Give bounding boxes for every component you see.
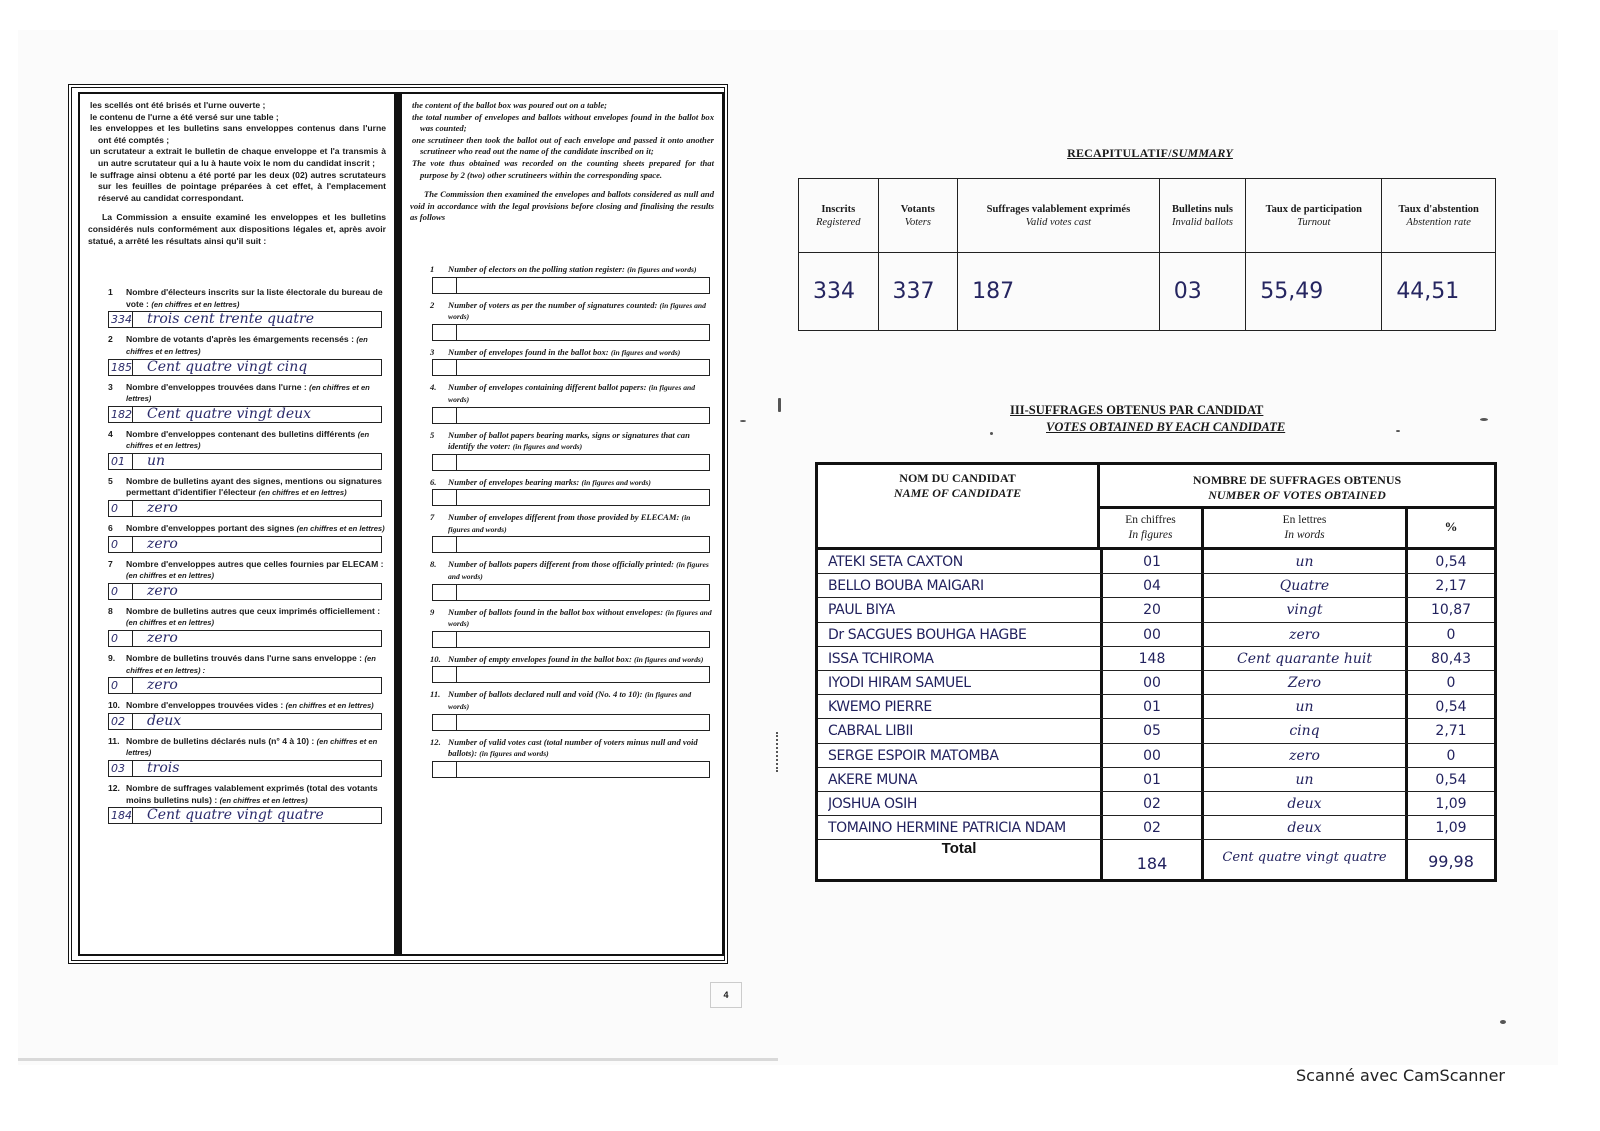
votes-percent: 10,87 xyxy=(1430,602,1472,619)
answer-field[interactable] xyxy=(108,500,382,517)
answer-words[interactable]: zero xyxy=(147,631,178,647)
item-question xyxy=(88,606,386,629)
votes-figure: 02 xyxy=(1100,792,1204,815)
votes-words: Cent quarante huit xyxy=(1204,647,1408,670)
form-item xyxy=(410,559,714,600)
votes-figure: 01 xyxy=(1100,695,1204,718)
item-label: Number of ballots papers different from those officially printed: (in figures and words) xyxy=(448,559,709,582)
answer-figure[interactable] xyxy=(433,360,457,375)
item-label: Number of valid votes cast (total number of voters minus null and void ballots): (in figures and words) xyxy=(448,736,698,759)
procedure-item: les enveloppes et les bulletins sans enveloppes contenus dans l'urne ont été comptés ; xyxy=(90,123,386,145)
answer-figure[interactable] xyxy=(433,325,457,340)
col-turnout: Taux de participation Turnout xyxy=(1246,179,1382,253)
procedure-item: the total number of envelopes and ballots without envelopes found in the ballot box was counted; xyxy=(412,111,714,134)
answer-field[interactable] xyxy=(108,630,382,647)
col-valid-votes: Suffrages valablement exprimés Valid votes cast xyxy=(958,179,1160,253)
votes-words: Zero xyxy=(1204,671,1408,694)
item-label: Number of envelopes bearing marks: (in figures and words) xyxy=(448,476,651,487)
answer-words[interactable]: trois xyxy=(147,761,180,776)
item-question xyxy=(410,689,714,712)
item-number: 7 xyxy=(108,558,113,569)
item-question xyxy=(410,264,714,276)
votes-figure: 148 xyxy=(1100,647,1204,670)
answer-words[interactable]: deux xyxy=(147,713,182,729)
item-number: 10. xyxy=(430,653,441,664)
candidate-name: BELLO BOUBA MAIGARI xyxy=(828,578,984,595)
candidate-name: SERGE ESPOIR MATOMBA xyxy=(828,747,999,764)
item-label: Number of empty envelopes found in the ballot box: (in figures and words) xyxy=(448,653,704,664)
answer-words[interactable] xyxy=(457,715,709,730)
candidate-row xyxy=(818,695,1494,719)
form-item xyxy=(88,523,386,553)
page-edge xyxy=(18,1058,778,1061)
candidate-name: TOMAINO HERMINE PATRICIA NDAM xyxy=(828,820,1066,837)
item-label: Nombre de bulletins trouvés dans l'urne sans enveloppe : (en chiffres et en lettres) : xyxy=(126,653,376,675)
item-number: 9 xyxy=(430,606,435,617)
item-number: 6 xyxy=(108,523,113,534)
votes-figure: 00 xyxy=(1100,623,1204,646)
answer-field[interactable] xyxy=(432,584,710,601)
form-item xyxy=(410,382,714,423)
item-question xyxy=(88,523,386,535)
answer-field[interactable] xyxy=(108,583,382,600)
form-item xyxy=(88,429,386,470)
votes-percent: 2,71 xyxy=(1435,723,1467,740)
form-item xyxy=(410,430,714,471)
procedure-item: le suffrage ainsi obtenu a été porté par les deux (02) autres scrutateurs sur les feuilles de pointage préparées à cet effet, à l'emplacement réservé au candidat correspondant. xyxy=(90,169,386,203)
english-procedure-list xyxy=(410,100,714,181)
sub-fig-en: In figures xyxy=(1128,529,1173,541)
answer-words[interactable] xyxy=(457,667,709,682)
procedure-item: un scrutateur a extrait le bulletin de chaque enveloppe et l'a transmis à un autre scrutateur qui a lu à haute voix le nom du candidat inscrit ; xyxy=(90,146,386,168)
candidate-row xyxy=(818,768,1494,792)
item-label: Number of ballots found in the ballot box without envelopes: (in figures and words) xyxy=(448,606,712,629)
sub-fig-fr: En chiffres xyxy=(1125,514,1176,526)
votes-words: zero xyxy=(1204,744,1408,767)
votes-figure: 00 xyxy=(1100,671,1204,694)
summary-title-sep: / xyxy=(1168,146,1172,160)
voters-value: 337 xyxy=(878,253,958,331)
answer-words[interactable] xyxy=(457,360,709,375)
votes-words: Quatre xyxy=(1204,574,1408,597)
answer-field[interactable] xyxy=(432,631,710,648)
summary-title-en: SUMMARY xyxy=(1171,146,1233,160)
item-number: 6. xyxy=(430,476,437,487)
scan-noise xyxy=(990,432,993,435)
candidate-row xyxy=(818,816,1494,840)
counting-report-form xyxy=(68,84,728,964)
item-question xyxy=(88,334,386,357)
votes-words: zero xyxy=(1204,623,1408,646)
candidate-rows xyxy=(818,550,1494,880)
item-label: Nombre d'enveloppes portant des signes (en chiffres et en lettres) xyxy=(126,523,385,534)
form-item xyxy=(410,512,714,553)
sub-words-fr: En lettres xyxy=(1282,514,1327,526)
form-item xyxy=(410,607,714,648)
camscanner-watermark: Scanné avec CamScanner xyxy=(1296,1066,1505,1085)
votes-percent: 0,54 xyxy=(1435,699,1467,716)
votes-figure: 04 xyxy=(1100,574,1204,597)
form-item xyxy=(410,477,714,507)
form-item xyxy=(410,689,714,730)
header-name-en: NAME OF CANDIDATE xyxy=(893,486,1022,500)
answer-field[interactable] xyxy=(432,489,710,506)
french-intro: La Commission a ensuite examiné les enveloppes et les bulletins considérés nuls conformément aux dispositions légales et, après avoir statué, a arrêté les résultats ainsi qu'il suit : xyxy=(88,212,386,246)
item-question xyxy=(410,654,714,666)
valid-votes-value: 187 xyxy=(958,253,1160,331)
candidate-name: ATEKI SETA CAXTON xyxy=(828,554,963,570)
item-question xyxy=(410,512,714,535)
candidate-row xyxy=(818,623,1494,647)
answer-figure[interactable] xyxy=(433,667,457,682)
votes-percent: 0,54 xyxy=(1435,554,1467,570)
item-label: Nombre d'enveloppes contenant des bulletins différents (en chiffres et en lettres) xyxy=(126,428,370,451)
form-item xyxy=(88,287,386,328)
answer-words[interactable]: zero xyxy=(147,583,178,599)
candidate-name: CABRAL LIBII xyxy=(828,723,913,740)
item-label: Nombre de bulletins autres que ceux imprimés officiellement : (en chiffres et en lettres) xyxy=(126,605,381,628)
answer-field[interactable] xyxy=(432,666,710,683)
answer-words[interactable]: zero xyxy=(147,678,178,694)
item-number: 3 xyxy=(108,381,113,392)
item-question xyxy=(410,300,714,323)
votes-percent: 80,43 xyxy=(1430,650,1472,667)
scan-noise xyxy=(778,398,781,412)
item-number: 5 xyxy=(430,429,435,440)
votes-figure: 20 xyxy=(1100,598,1204,621)
answer-figure[interactable] xyxy=(433,715,457,730)
total-label: Total xyxy=(941,840,977,858)
answer-field[interactable] xyxy=(108,713,382,730)
form-item xyxy=(88,700,386,730)
item-number: 4. xyxy=(430,382,437,393)
item-label: Number of ballots declared null and void (No. 4 to 10): (in figures and words) xyxy=(448,689,692,712)
form-item xyxy=(410,654,714,684)
candidate-name: ISSA TCHIROMA xyxy=(828,650,934,667)
item-label: Number of ballot papers bearing marks, signs or signatures that can identify the voter: (in figures and words) xyxy=(448,429,690,452)
answer-words[interactable]: un xyxy=(147,453,166,469)
candidate-name: KWEMO PIERRE xyxy=(828,699,932,716)
summary-title xyxy=(1040,146,1260,161)
item-label: Nombre de bulletins ayant des signes, mentions ou signatures permettant d'identifier l'électeur (en chiffres et en lettres) xyxy=(126,475,382,498)
answer-figure[interactable]: 185 xyxy=(111,360,132,374)
item-label: Nombre d'enveloppes trouvées dans l'urne : (en chiffres et en lettres) xyxy=(126,381,370,404)
candidate-name: PAUL BIYA xyxy=(828,602,895,619)
invalid-ballots-value: 03 xyxy=(1159,253,1246,331)
french-procedure-list xyxy=(88,100,386,204)
votes-percent: 1,09 xyxy=(1435,820,1467,837)
answer-figure[interactable] xyxy=(433,278,457,293)
col-abstention: Taux d'abstention Abstention rate xyxy=(1382,179,1496,253)
form-item xyxy=(88,653,386,694)
answer-field[interactable] xyxy=(108,536,382,553)
total-row xyxy=(818,840,1494,880)
candidate-row xyxy=(818,550,1494,574)
answer-words[interactable]: trois cent trente quatre xyxy=(147,312,314,328)
header-votes-fr: NOMBRE DE SUFFRAGES OBTENUS xyxy=(1192,473,1402,487)
summary-title-fr: RECAPITULATIF xyxy=(1067,146,1169,160)
procedure-item: the content of the ballot box was poured out on a table; xyxy=(412,100,608,110)
form-item xyxy=(410,300,714,341)
answer-figure[interactable]: 0 xyxy=(109,537,133,552)
item-question xyxy=(410,347,714,359)
page-number: 4 xyxy=(710,982,742,1008)
item-number: 11. xyxy=(108,735,120,746)
answer-field[interactable] xyxy=(108,677,382,694)
item-label: Number of envelopes different from those provided by ELECAM: (in figures and words) xyxy=(448,512,691,534)
votes-words: un xyxy=(1204,550,1408,573)
item-question xyxy=(410,737,714,760)
candidate-row xyxy=(818,792,1494,816)
item-question xyxy=(88,653,386,676)
english-intro: The Commission then examined the envelopes and ballots considered as null and void in accordance with the legal provisions before closing and finalising the results as follows xyxy=(410,189,714,223)
answer-figure[interactable]: 0 xyxy=(109,631,133,646)
candidate-row xyxy=(818,574,1494,598)
answer-figure[interactable]: 184 xyxy=(111,809,132,823)
answer-field[interactable] xyxy=(432,277,710,294)
votes-words: un xyxy=(1204,768,1408,791)
votes-percent: 0 xyxy=(1446,747,1456,764)
form-item xyxy=(88,476,386,517)
procedure-item: one scrutineer then took the ballot out of each envelope and passed it onto another scrutineer who read out the name of the candidate inscribed on it; xyxy=(412,134,714,157)
item-number: 2 xyxy=(108,334,113,345)
candidate-row xyxy=(818,598,1494,622)
votes-words: vingt xyxy=(1204,598,1408,621)
form-item xyxy=(410,347,714,377)
item-question xyxy=(410,430,714,453)
candidate-row xyxy=(818,647,1494,671)
form-item xyxy=(88,736,386,777)
votes-words: cinq xyxy=(1204,719,1408,742)
answer-figure[interactable]: 0 xyxy=(109,678,133,693)
answer-figure[interactable]: 0 xyxy=(109,584,133,599)
answer-figure[interactable]: 01 xyxy=(109,454,133,469)
answer-words[interactable]: Cent quatre vingt cinq xyxy=(147,359,308,375)
item-label: Nombre d'électeurs inscrits sur la liste électorale du bureau de vote : (en chiffres et en lettres) xyxy=(126,287,383,309)
item-question xyxy=(88,287,386,310)
item-question xyxy=(88,382,386,405)
item-question xyxy=(88,559,386,582)
answer-field[interactable] xyxy=(432,324,710,341)
form-item xyxy=(410,737,714,778)
item-number: 1 xyxy=(430,263,435,274)
answer-figure[interactable]: 03 xyxy=(109,761,133,776)
votes-words: deux xyxy=(1204,792,1408,815)
item-question xyxy=(410,607,714,630)
votes-words: deux xyxy=(1204,816,1408,839)
item-question xyxy=(410,382,714,405)
total-words: Cent quatre vingt quatre xyxy=(1204,840,1408,880)
answer-figure[interactable] xyxy=(433,762,457,777)
item-label: Nombre de votants d'après les émargements recensés : (en chiffres et en lettres) xyxy=(126,334,368,356)
candidate-name: IYODI HIRAM SAMUEL xyxy=(828,674,971,691)
answer-field[interactable] xyxy=(432,714,710,731)
item-number: 4 xyxy=(108,428,113,439)
col-registered: Inscrits Registered xyxy=(799,179,879,253)
candidate-name: AKERE MUNA xyxy=(828,771,918,788)
form-item xyxy=(410,264,714,294)
candidates-title xyxy=(1010,402,1330,436)
item-question xyxy=(88,783,386,806)
item-number: 12. xyxy=(430,736,441,747)
form-item xyxy=(88,382,386,423)
answer-figure[interactable]: 02 xyxy=(109,714,133,729)
header-candidate-name xyxy=(818,465,1100,547)
votes-figure: 00 xyxy=(1100,744,1204,767)
summary-table xyxy=(798,178,1496,331)
votes-percent: 0,54 xyxy=(1435,771,1467,788)
header-votes-en: NUMBER OF VOTES OBTAINED xyxy=(1208,488,1386,502)
item-question xyxy=(88,476,386,499)
total-percent: 99,98 xyxy=(1428,852,1474,872)
scan-noise xyxy=(1500,1020,1506,1024)
answer-field[interactable] xyxy=(108,311,382,328)
votes-percent: 0 xyxy=(1446,626,1456,643)
procedure-item: The vote thus obtained was recorded on the counting sheets prepared for that purpose by 2 (two) other scrutineers within the corresponding space. xyxy=(412,157,714,180)
answer-words[interactable] xyxy=(457,632,709,647)
item-number: 7 xyxy=(430,512,435,523)
answer-figure[interactable]: 0 xyxy=(109,501,133,516)
item-question xyxy=(410,477,714,489)
votes-figure: 05 xyxy=(1100,719,1204,742)
answer-figure[interactable] xyxy=(433,455,457,470)
fold-mark xyxy=(776,732,779,772)
item-question xyxy=(88,429,386,452)
registered-value: 334 xyxy=(799,253,879,331)
item-label: Number of voters as per the number of signatures counted: (in figures and words) xyxy=(448,299,706,322)
header-name-fr: NOM DU CANDIDAT xyxy=(899,471,1016,485)
answer-words[interactable]: Cent quatre vingt quatre xyxy=(147,808,324,824)
item-number: 8. xyxy=(430,559,437,570)
votes-percent: 2,17 xyxy=(1435,578,1467,595)
item-label: Number of envelopes found in the ballot box: (in figures and words) xyxy=(448,346,681,357)
french-items xyxy=(88,287,386,824)
item-label: Number of electors on the polling station register: (in figures and words) xyxy=(448,263,697,274)
total-figure: 184 xyxy=(1100,840,1204,880)
item-label: Nombre d'enveloppes autres que celles fournies par ELECAM : (en chiffres et en lettres) xyxy=(126,558,384,581)
item-number: 5 xyxy=(108,475,113,486)
item-number: 3 xyxy=(430,346,435,357)
answer-words[interactable] xyxy=(457,325,709,340)
item-question xyxy=(88,700,386,712)
answer-field[interactable] xyxy=(108,406,382,423)
answer-field[interactable] xyxy=(432,761,710,778)
french-column xyxy=(78,92,396,956)
answer-figure[interactable] xyxy=(433,585,457,600)
candidates-title-en: VOTES OBTAINED BY EACH CANDIDATE xyxy=(1046,420,1286,434)
col-voters: Votants Voters xyxy=(878,179,958,253)
answer-figure[interactable]: 182 xyxy=(111,407,132,421)
answer-words[interactable] xyxy=(457,762,709,777)
header-in-figures xyxy=(1100,509,1204,547)
form-item xyxy=(88,334,386,375)
answer-field[interactable] xyxy=(432,454,710,471)
item-number: 1 xyxy=(108,287,113,298)
votes-percent: 1,09 xyxy=(1435,795,1467,812)
item-number: 9. xyxy=(108,653,116,664)
answer-figure[interactable] xyxy=(433,537,457,552)
col-invalid-ballots: Bulletins nuls Invalid ballots xyxy=(1159,179,1246,253)
form-item xyxy=(88,559,386,600)
answer-words[interactable] xyxy=(457,537,709,552)
answer-field[interactable] xyxy=(108,359,382,376)
answer-field[interactable] xyxy=(432,359,710,376)
votes-percent: 0 xyxy=(1446,674,1456,691)
english-items xyxy=(410,264,714,778)
candidate-row xyxy=(818,719,1494,743)
candidate-row xyxy=(818,744,1494,768)
item-number: 11. xyxy=(430,689,441,700)
answer-field[interactable] xyxy=(108,807,382,824)
answer-figure[interactable] xyxy=(433,490,457,505)
answer-words[interactable] xyxy=(457,408,709,423)
header-votes-obtained xyxy=(1100,465,1494,509)
item-label: Nombre de bulletins déclarés nuls (n° 4 à 10) : (en chiffres et en lettres) xyxy=(126,735,378,758)
answer-figure[interactable] xyxy=(433,408,457,423)
header-in-words xyxy=(1204,509,1408,547)
candidates-title-fr: III-SUFFRAGES OBTENUS PAR CANDIDAT xyxy=(1010,403,1264,417)
english-column xyxy=(400,92,724,956)
answer-figure[interactable]: 334 xyxy=(111,313,132,327)
form-item xyxy=(88,783,386,824)
scan-noise xyxy=(740,420,746,422)
item-question xyxy=(410,559,714,582)
candidate-results-table xyxy=(815,462,1497,882)
item-number: 10. xyxy=(108,700,120,711)
sub-words-en: In words xyxy=(1284,529,1325,541)
votes-words: un xyxy=(1204,695,1408,718)
answer-field[interactable] xyxy=(432,536,710,553)
scan-noise xyxy=(1480,418,1488,421)
votes-figure: 01 xyxy=(1100,550,1204,573)
item-number: 12. xyxy=(108,783,120,793)
answer-words[interactable] xyxy=(457,278,709,293)
item-number: 2 xyxy=(430,299,435,310)
turnout-value: 55,49 xyxy=(1246,253,1382,331)
form-item xyxy=(88,606,386,647)
answer-words[interactable]: Cent quatre vingt deux xyxy=(147,406,312,422)
answer-words[interactable]: zero xyxy=(147,501,178,517)
votes-figure: 01 xyxy=(1100,768,1204,791)
candidate-row xyxy=(818,671,1494,695)
answer-field[interactable] xyxy=(108,453,382,470)
answer-field[interactable] xyxy=(432,407,710,424)
procedure-item: les scellés ont été brisés et l'urne ouverte ; xyxy=(90,100,266,110)
item-question xyxy=(88,736,386,759)
scan-noise xyxy=(1396,430,1400,432)
candidate-name: Dr SACGUES BOUHGA HAGBE xyxy=(828,626,1027,643)
item-label: Nombre de suffrages valablement exprimés (total des votants moins bulletins nuls) : (en chiffres et en lettres) xyxy=(126,783,378,805)
answer-words[interactable] xyxy=(457,585,709,600)
answer-words[interactable]: zero xyxy=(147,536,178,552)
item-label: Nombre d'enveloppes trouvées vides : (en chiffres et en lettres) xyxy=(126,700,374,711)
answer-figure[interactable] xyxy=(433,632,457,647)
answer-field[interactable] xyxy=(108,760,382,777)
abstention-value: 44,51 xyxy=(1382,253,1496,331)
answer-words[interactable] xyxy=(457,455,709,470)
candidate-name: JOSHUA OSIH xyxy=(828,795,917,812)
item-number: 8 xyxy=(108,605,113,616)
votes-figure: 02 xyxy=(1100,816,1204,839)
procedure-item: le contenu de l'urne a été versé sur une table ; xyxy=(90,111,279,122)
item-label: Number of envelopes containing different ballot papers: (in figures and words) xyxy=(448,382,696,404)
header-percent: % xyxy=(1444,519,1458,534)
answer-words[interactable] xyxy=(457,490,709,505)
